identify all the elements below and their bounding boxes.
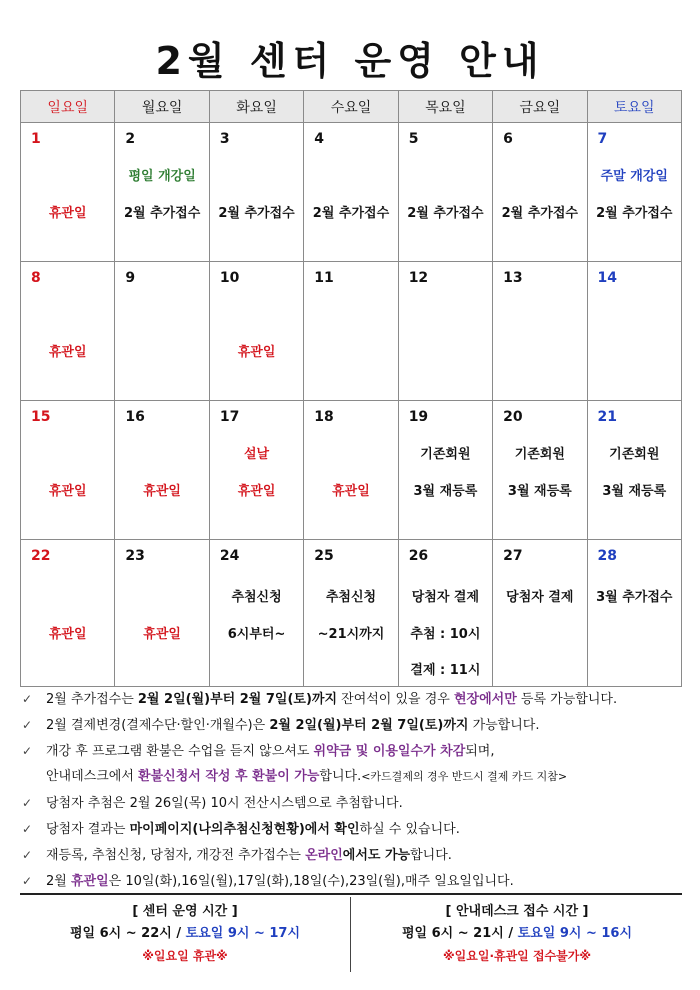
day-event-label: 추첨신청 [231,590,282,605]
day-number: 11 [314,270,334,286]
day-event-label: 추첨신청 [325,590,377,605]
calendar-week-row [21,262,682,401]
day-number: 1 [31,131,41,147]
day-event-label: ~21시까지 [317,627,385,642]
day-number: 8 [31,270,41,286]
day-number: 3 [219,131,230,147]
calendar-day-cell [587,540,681,687]
day-number: 20 [503,409,523,425]
day-number: 5 [408,131,419,147]
notice-text: 2월 결제변경(결제수단·할인·개월수)은 [46,718,270,733]
center-hours-times [20,923,350,945]
notice-item [22,816,692,842]
notice-text: 은 10일(화),16일(월),17일(화),18일(수),23일(월),매주 일요일입니다. [108,874,514,889]
notice-text: 되며, [465,744,495,759]
day-event-label: 당첨자 결제 [506,590,574,605]
day-number: 28 [597,548,618,564]
day-number: 18 [314,409,334,425]
calendar-day-cell [304,540,398,687]
day-event-label: 휴관일 [48,627,87,642]
notice-text: 환불신청서 작성 후 환불이 가능 [138,769,320,784]
day-event-label: 기존회원 [514,447,565,462]
day-event-label: 휴관일 [237,345,276,360]
notice-item [22,790,692,816]
center-hours-box [20,901,350,967]
notice-item [22,712,692,738]
checkmark-icon: ✓ [22,692,33,706]
day-event-label: 휴관일 [237,484,276,499]
day-event-label: 2월 추가접수 [312,206,390,221]
center-hours-weekday: 평일 6시 ~ 22시 [69,926,172,941]
weekday-wednesday: 수요일 [304,91,398,123]
calendar-table [20,90,682,687]
day-number: 22 [31,548,51,564]
notice-text: 2월 2일(월)부터 2월 7일(토)까지 [137,692,337,707]
weekday-friday: 금요일 [493,91,587,123]
notice-text: <카드결제의 경우 반드시 결제 카드 지참> [361,770,568,783]
calendar-day-cell [209,262,303,401]
day-event-label: 기존회원 [609,447,660,462]
notice-text: 에서도 가능 [342,848,411,863]
day-number: 6 [503,131,513,147]
notice-text: 안내데스크에서 [46,769,139,784]
day-event-label: 평일 개강일 [128,169,196,184]
calendar-day-cell [21,123,115,262]
day-event-label: 2월 추가접수 [596,206,673,221]
calendar-day-cell [587,262,681,401]
day-number: 17 [219,409,240,425]
notice-item [22,868,692,894]
weekday-sunday: 일요일 [21,91,115,123]
day-event-label: 2월 추가접수 [123,206,201,221]
day-event-label: 결제 : 11시 [410,663,481,678]
notice-text: 위약금 및 이용일수가 차감 [313,744,466,759]
day-event-label: 휴관일 [48,345,87,360]
calendar-day-cell [304,262,398,401]
day-event-label: 주말 개강일 [600,169,668,184]
calendar-day-cell [209,401,303,540]
desk-hours-weekday: 평일 6시 ~ 21시 [401,926,504,941]
notice-item [22,686,692,712]
day-number: 10 [219,270,240,286]
desk-hours-divider: / [503,926,518,941]
day-event-label: 당첨자 결제 [411,590,480,605]
day-event-label: 2월 추가접수 [407,206,484,221]
day-number: 23 [125,548,145,564]
day-event-label: 2월 추가접수 [218,206,295,221]
calendar-day-cell [21,401,115,540]
notice-item [22,738,692,764]
calendar-day-cell [587,401,681,540]
desk-hours-heading: [ 안내데스크 접수 시간 ] [445,904,589,919]
desk-hours-saturday: 토요일 9시 ~ 16시 [517,926,633,941]
checkmark-icon: ✓ [22,744,33,758]
day-number: 2 [125,131,136,147]
day-number: 24 [219,548,240,564]
notice-text: 하실 수 있습니다. [359,822,460,837]
day-event-label: 3월 재등록 [413,484,478,499]
page-title: 2월 센터 운영 안내 [155,39,545,83]
day-event-label: 휴관일 [48,206,87,221]
day-event-label: 휴관일 [143,484,181,499]
weekday-tuesday: 화요일 [209,91,303,123]
day-number: 19 [408,409,429,425]
calendar-day-cell [398,401,492,540]
calendar-day-cell [587,123,681,262]
checkmark-icon: ✓ [22,874,33,888]
day-event-label: 설날 [243,447,270,462]
day-event-label: 휴관일 [332,484,370,499]
day-number: 13 [503,270,523,286]
calendar-week-row [21,123,682,262]
notice-text: 마이페이지(나의추첨신청현황)에서 확인 [129,822,360,837]
day-event-label: 3월 추가접수 [596,590,673,605]
day-number: 15 [31,409,51,425]
center-hours-saturday: 토요일 9시 ~ 17시 [185,926,301,941]
calendar-day-cell [115,262,209,401]
calendar-day-cell [115,540,209,687]
calendar-day-cell [115,123,209,262]
notice-text: 합니다. [319,769,362,784]
calendar-day-cell [209,540,303,687]
notice-text: 휴관일 [70,874,109,889]
notice-text: 2월 2일(월)부터 2월 7일(토)까지 [269,718,469,733]
divider [20,893,682,895]
calendar-week-row [21,540,682,687]
day-number: 4 [314,131,325,147]
day-number: 9 [125,270,136,286]
notice-text: 당첨자 추첨은 2월 26일(목) 10시 전산시스템으로 추첨합니다. [46,796,403,811]
notice-text: 개강 후 프로그램 환불은 수업을 듣지 않으셔도 [46,744,314,759]
weekday-thursday: 목요일 [398,91,492,123]
desk-hours-note: ※일요일·휴관일 접수불가※ [443,949,591,963]
day-number: 27 [503,548,523,564]
notice-item [22,842,692,868]
calendar-day-cell [304,401,398,540]
checkmark-icon: ✓ [22,796,33,810]
day-event-label: 추첨 : 10시 [410,627,481,642]
calendar-day-cell [493,401,587,540]
weekday-header-row [21,91,682,123]
calendar-day-cell [21,262,115,401]
notice-text: 재등록, 추첨신청, 당첨자, 개강전 추가접수는 [46,848,306,863]
notice-text: 온라인 [305,848,343,863]
checkmark-icon: ✓ [22,718,33,732]
notice-text: 잔여석이 있을 경우 [337,692,454,707]
center-hours-note: ※일요일 휴관※ [142,949,228,963]
calendar-week-row [21,401,682,540]
weekday-monday: 월요일 [115,91,209,123]
day-event-label: 2월 추가접수 [501,206,578,221]
notice-text: 2월 추가접수는 [46,692,138,707]
notice-text: 현장에서만 [454,692,517,707]
center-hours-heading: [ 센터 운영 시간 ] [132,904,238,919]
checkmark-icon: ✓ [22,822,33,836]
notice-item [22,764,692,790]
day-event-label: 3월 재등록 [507,484,572,499]
calendar-day-cell [115,401,209,540]
day-event-label: 휴관일 [48,484,87,499]
day-event-label: 3월 재등록 [602,484,667,499]
notice-text: 등록 가능합니다. [516,692,618,707]
notice-text: 당첨자 결과는 [46,822,130,837]
calendar-day-cell [493,262,587,401]
notice-text: 2월 [46,874,71,889]
divider-vertical [350,897,351,972]
desk-hours-box [352,901,682,967]
weekday-saturday: 토요일 [587,91,681,123]
day-event-label: 기존회원 [420,447,471,462]
calendar-day-cell [398,540,492,687]
day-number: 12 [408,270,429,286]
day-number: 25 [314,548,334,564]
day-event-label: 휴관일 [143,627,181,642]
day-event-label: 6시부터~ [227,627,286,642]
center-hours-divider: / [171,926,186,941]
day-number: 14 [597,270,618,286]
calendar-day-cell [493,123,587,262]
checkmark-icon: ✓ [22,848,33,862]
day-number: 26 [408,548,429,564]
day-number: 7 [597,131,608,147]
calendar-day-cell [21,540,115,687]
notice-list [22,686,692,894]
calendar-day-cell [493,540,587,687]
notice-text: 가능합니다. [468,718,540,733]
calendar-day-cell [398,123,492,262]
calendar-day-cell [398,262,492,401]
day-number: 16 [125,409,145,425]
calendar-day-cell [209,123,303,262]
day-number: 21 [597,409,618,425]
desk-hours-times [352,923,682,945]
calendar-day-cell [304,123,398,262]
notice-text: 합니다. [410,848,452,863]
